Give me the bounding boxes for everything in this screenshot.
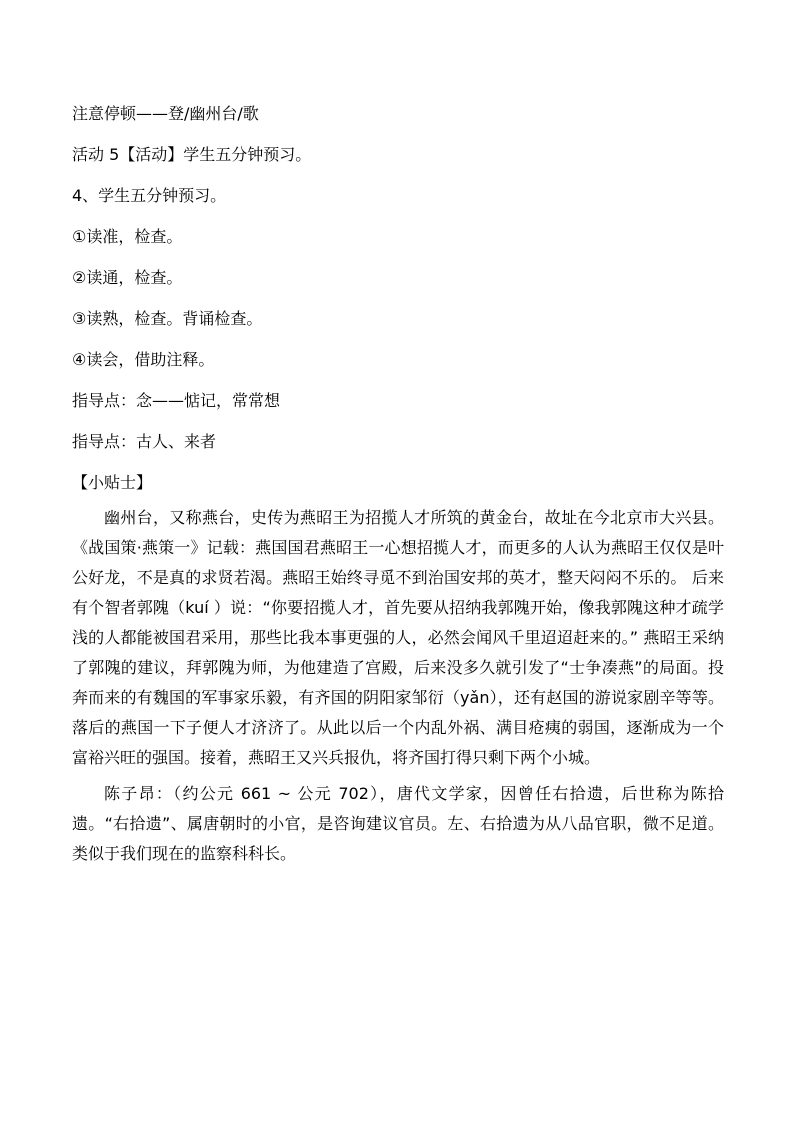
activity-heading: 活动 5【活动】学生五分钟预习。 (72, 145, 312, 164)
tip-title: 【小贴士】 (72, 473, 153, 492)
step-read-familiar: ③读熟，检查。背诵检查。 (72, 309, 263, 328)
guidance-point-guren: 指导点：古人、来者 (72, 432, 217, 451)
preview-step-heading: 4、学生五分钟预习。 (72, 186, 227, 205)
document-page (72, 104, 724, 869)
pause-note-line: 注意停顿——登/幽州台/歌 (72, 104, 259, 123)
guidance-point-nian: 指导点：念——惦记，常常想 (72, 391, 281, 410)
tip-paragraph-chenziang: 陈子昂：（约公元 661 ~ 公元 702），唐代文学家，因曾任右拾遗，后世称为陈拾遗。“右拾遗”、属唐朝时的小官，是咨询建议官员。左、右拾遗为从八品官职，微不足道。类似于我们现在的监察科科长。 (72, 784, 724, 863)
step-read-accurately: ①读准，检查。 (72, 227, 183, 246)
step-read-fluently: ②读通，检查。 (72, 268, 183, 287)
step-read-understand: ④读会，借助注释。 (72, 350, 215, 369)
tip-paragraph-youzhoutai: 幽州台，又称燕台，史传为燕昭王为招揽人才所筑的黄金台，故址在今北京市大兴县。《战国策·燕策一》记载：燕国国君燕昭王一心想招揽人才，而更多的人认为燕昭王仅仅是叶公好龙，不是真的求贤若渴。燕昭王始终寻觅不到治国安邦的英才，整天闷闷不乐的。 后来有个智者郭隗（kuí ）说：“你要招揽人才，首先要从招纳我郭隗开始，像我郭隗这种才疏学浅的人都能被国君采用，那些比我本事更强的人，必然会闻风千里迢迢赶来的。” 燕昭王采纳了郭隗的建议，拜郭隗为师，为他建造了宫殿，后来没多久就引发了“士争凑燕”的局面。投奔而来的有魏国的军事家乐毅，有齐国的阴阳家邹衍（yǎn），还有赵国的游说家剧辛等等。落后的燕国一下子便人才济济了。从此以后一个内乱外祸、满目疮痍的弱国，逐渐成为一个富裕兴旺的强国。接着，燕昭王又兴兵报仇，将齐国打得只剩下两个小城。 (72, 508, 724, 767)
